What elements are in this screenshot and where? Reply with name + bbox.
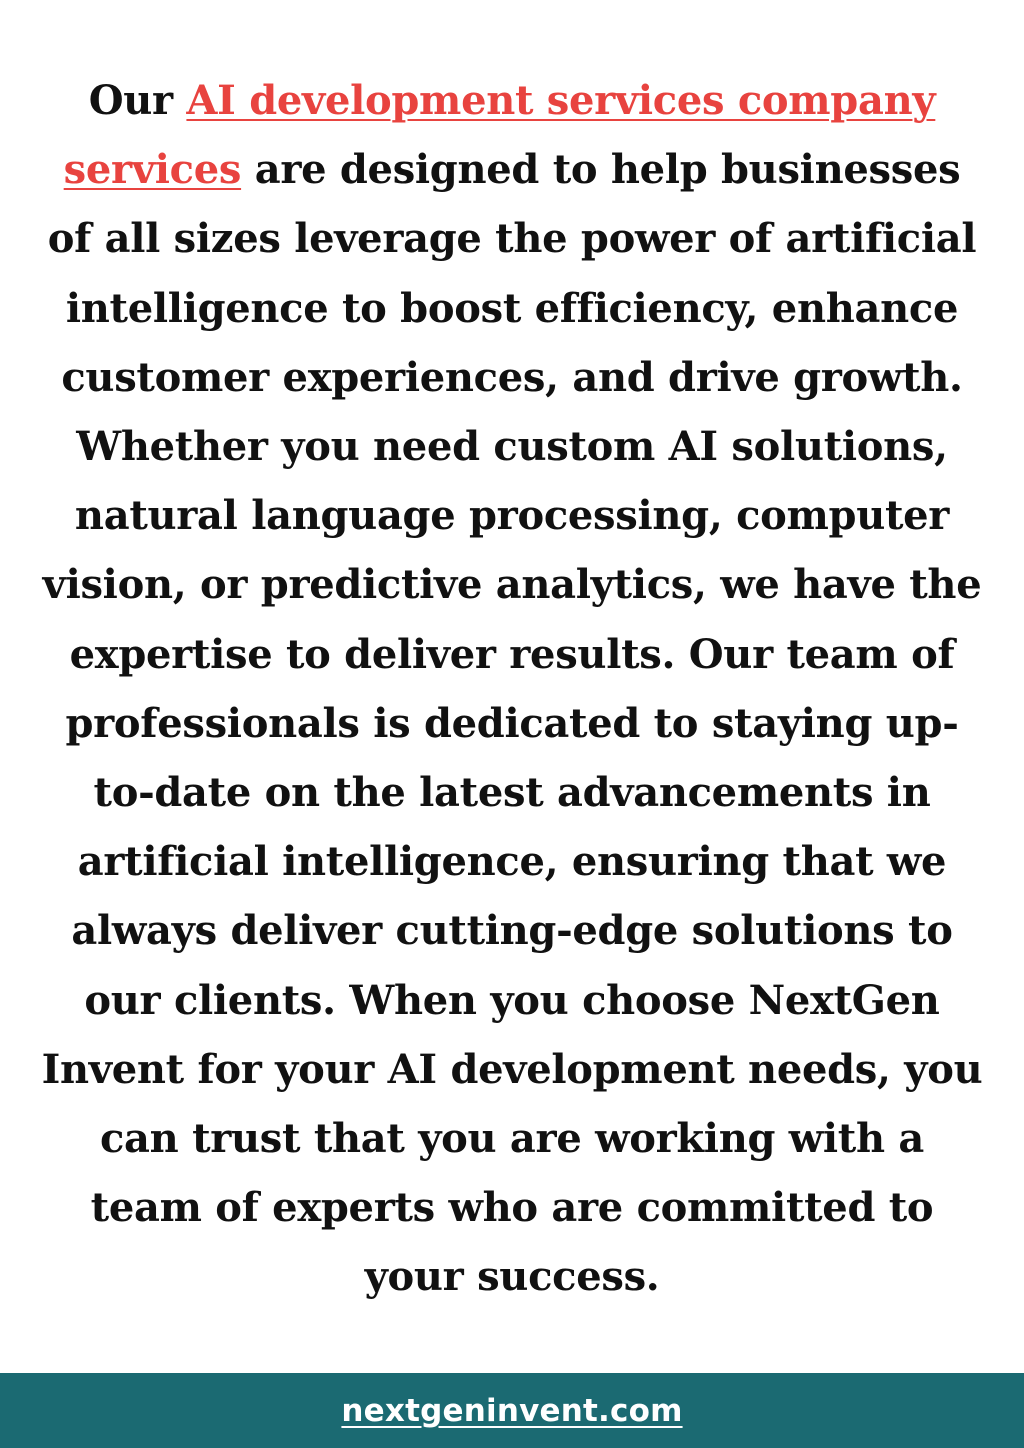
footer-bar [0,1373,1024,1448]
ai-development-services-link[interactable]: AI development services company services [63,77,936,194]
paragraph-lead: Our [88,77,187,124]
website-link[interactable]: nextgeninvent.com [341,1392,683,1429]
main-content [0,66,1024,1312]
paragraph-body: are designed to help businesses of all sizes leverage the power of artificial intelligence to boost efficiency, enhance customer experiences, and drive growth. Whether you need custom AI solutions, natural language processing, computer vision, or predictive analytics, we have the expertise to deliver results. Our team of professionals is dedicated to staying up-to-date on the latest advancements in artificial intelligence, ensuring that we always deliver cutting-edge solutions to our clients. When you choose NextGen Invent for your AI development needs, you can trust that you are working with a team of experts who are committed to your success. [41,146,983,1301]
article-paragraph [38,66,986,1312]
